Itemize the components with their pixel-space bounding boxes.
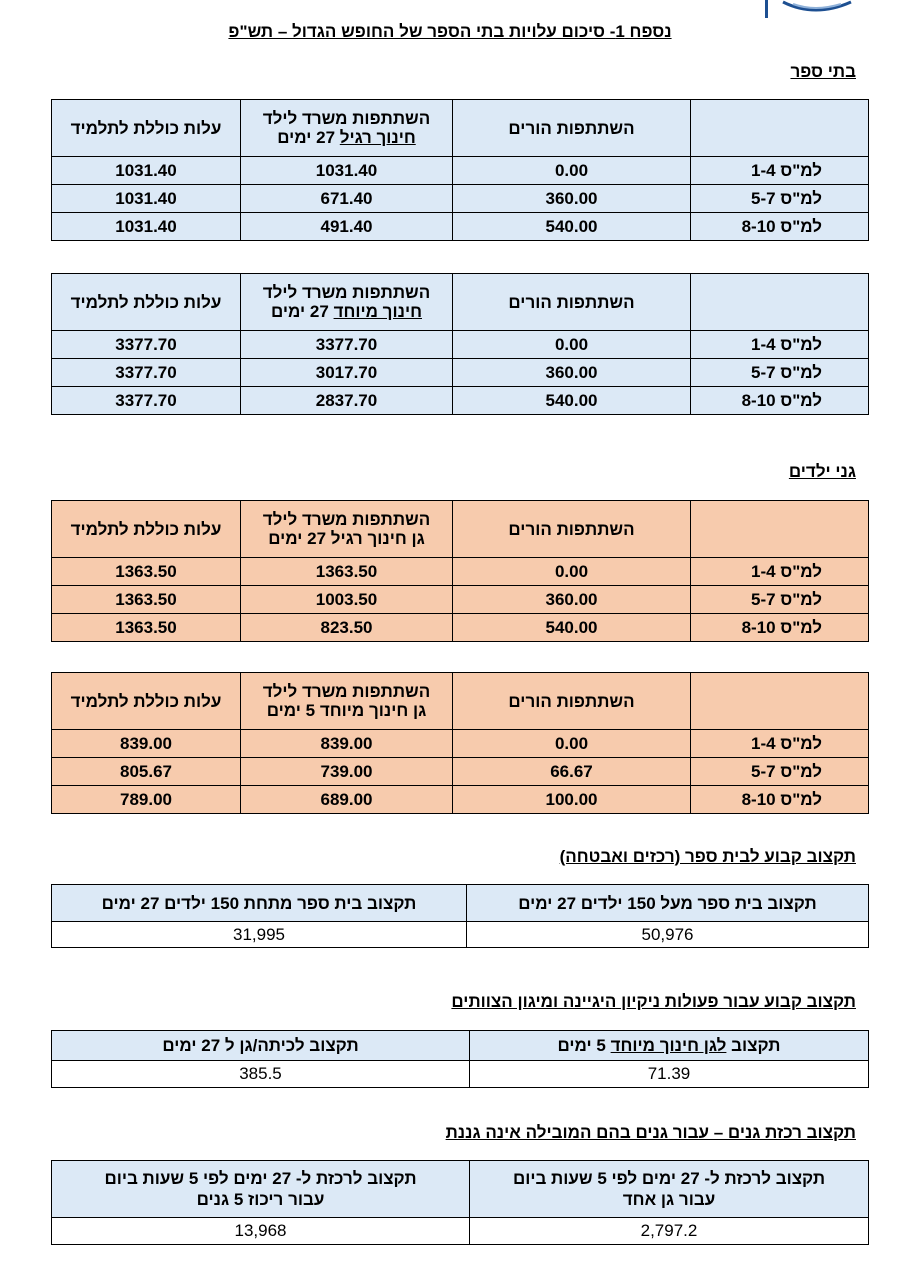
ministry-header [241, 673, 453, 730]
coordination-budget-heading: תקצוב רכזת גנים – עבור גנים בהם המובילה אינה גננת [445, 1123, 856, 1142]
total-header: עלות כוללת לתלמיד [52, 274, 241, 331]
table-row [52, 614, 869, 642]
fixed-budget-table [51, 884, 869, 948]
empty-header-cell [691, 274, 869, 331]
table-row [52, 331, 869, 359]
ministry-header-line2: גן חינוך מיוחד 5 ימים [266, 701, 427, 720]
ministry-cell: 3377.70 [241, 331, 453, 359]
parents-cell: 100.00 [453, 786, 691, 814]
special-kindergarten-budget-value: 71.39 [470, 1061, 869, 1088]
parents-cell: 0.00 [453, 730, 691, 758]
budget-under-150-value: 31,995 [52, 922, 467, 948]
table-row [52, 213, 869, 241]
kindergartens-special-table [51, 672, 869, 814]
five-header-line1: תקצוב לרכזת ל- 27 ימים לפי 5 שעות ביום [104, 1169, 417, 1188]
parents-header: השתתפות הורים [453, 673, 691, 730]
ministry-header-line2: גן חינוך רגיל 27 ימים [268, 529, 425, 548]
table-header-row [52, 885, 869, 922]
one-kindergarten-budget-header [470, 1161, 869, 1218]
fixed-budget-heading: תקצוב קבוע לבית ספר (רכזים ואבטחה) [559, 847, 856, 866]
ministry-cell: 823.50 [241, 614, 453, 642]
table-row [52, 558, 869, 586]
total-cell: 789.00 [52, 786, 241, 814]
empty-header-cell [691, 501, 869, 558]
table-header-row [52, 100, 869, 157]
five-kindergartens-budget-value: 13,968 [52, 1218, 470, 1245]
five-kindergartens-budget-header [52, 1161, 470, 1218]
budget-over-150-value: 50,976 [467, 922, 869, 948]
ministry-header-line1: השתתפות משרד לילד [262, 682, 431, 701]
parents-header: השתתפות הורים [453, 274, 691, 331]
parents-cell: 360.00 [453, 586, 691, 614]
total-header: עלות כוללת לתלמיד [52, 100, 241, 157]
parents-cell: 0.00 [453, 157, 691, 185]
total-cell: 1031.40 [52, 185, 241, 213]
table-row [52, 586, 869, 614]
empty-header-cell [691, 100, 869, 157]
total-cell: 1031.40 [52, 213, 241, 241]
table-header-row [52, 501, 869, 558]
ministry-header-track: חינוך רגיל [339, 128, 416, 147]
special-header-suffix: 5 ימים [557, 1036, 611, 1055]
ministry-cell: 689.00 [241, 786, 453, 814]
total-cell: 3377.70 [52, 359, 241, 387]
table-row [52, 730, 869, 758]
one-header-line1: תקצוב לרכזת ל- 27 ימים לפי 5 שעות ביום [512, 1169, 826, 1188]
coordination-budget-table [51, 1160, 869, 1245]
five-header-line2: עבור ריכוז 5 גנים [196, 1190, 325, 1209]
total-cell: 839.00 [52, 730, 241, 758]
table-row [52, 786, 869, 814]
row-label: למ"ס 8-10 [691, 614, 869, 642]
row-label: למ"ס 8-10 [691, 786, 869, 814]
ministry-cell: 1363.50 [241, 558, 453, 586]
budget-over-150-header: תקצוב בית ספר מעל 150 ילדים 27 ימים [467, 885, 869, 922]
ministry-header-line1: השתתפות משרד לילד [262, 283, 431, 302]
total-cell: 1031.40 [52, 157, 241, 185]
table-header-row [52, 274, 869, 331]
cleaning-budget-heading: תקצוב קבוע עבור פעולות ניקיון היגיינה ומיגון הצוותים [451, 992, 856, 1011]
empty-header-cell [691, 673, 869, 730]
table-row [52, 1218, 869, 1245]
row-label: למ"ס 1-4 [691, 331, 869, 359]
row-label: למ"ס 1-4 [691, 730, 869, 758]
total-cell: 1363.50 [52, 586, 241, 614]
table-row [52, 922, 869, 948]
ministry-cell: 739.00 [241, 758, 453, 786]
table-row [52, 157, 869, 185]
row-label: למ"ס 8-10 [691, 387, 869, 415]
schools-heading: בתי ספר [790, 62, 856, 81]
total-cell: 805.67 [52, 758, 241, 786]
ministry-header-track: חינוך מיוחד [333, 302, 422, 321]
special-kindergarten-budget-header [470, 1031, 869, 1061]
row-label: למ"ס 5-7 [691, 359, 869, 387]
ministry-logo-icon [765, 0, 855, 18]
table-row [52, 758, 869, 786]
ministry-header [241, 501, 453, 558]
parents-cell: 360.00 [453, 185, 691, 213]
total-header: עלות כוללת לתלמיד [52, 501, 241, 558]
special-header-track: לגן חינוך מיוחד [610, 1036, 727, 1055]
ministry-cell: 1031.40 [241, 157, 453, 185]
row-label: למ"ס 8-10 [691, 213, 869, 241]
row-label: למ"ס 5-7 [691, 758, 869, 786]
parents-cell: 0.00 [453, 558, 691, 586]
table-row [52, 1061, 869, 1088]
ministry-header-days: 27 ימים [277, 128, 340, 147]
special-header-prefix: תקצוב [726, 1036, 781, 1055]
ministry-cell: 1003.50 [241, 586, 453, 614]
total-header: עלות כוללת לתלמיד [52, 673, 241, 730]
parents-cell: 0.00 [453, 331, 691, 359]
budget-under-150-header: תקצוב בית ספר מתחת 150 ילדים 27 ימים [52, 885, 467, 922]
row-label: למ"ס 5-7 [691, 185, 869, 213]
parents-header: השתתפות הורים [453, 501, 691, 558]
ministry-header-line1: השתתפות משרד לילד [262, 510, 431, 529]
ministry-cell: 839.00 [241, 730, 453, 758]
kindergartens-heading: גני ילדים [788, 462, 856, 481]
total-cell: 1363.50 [52, 614, 241, 642]
schools-regular-table [51, 99, 869, 241]
ministry-header-days: 27 ימים [271, 302, 334, 321]
ministry-cell: 491.40 [241, 213, 453, 241]
parents-cell: 66.67 [453, 758, 691, 786]
total-cell: 3377.70 [52, 387, 241, 415]
document-title: נספח 1- סיכום עלויות בתי הספר של החופש הגדול – תש"פ [228, 22, 672, 41]
ministry-header-line1: השתתפות משרד לילד [262, 109, 431, 128]
total-cell: 3377.70 [52, 331, 241, 359]
kindergartens-regular-table [51, 500, 869, 642]
schools-special-table [51, 273, 869, 415]
parents-cell: 540.00 [453, 614, 691, 642]
row-label: למ"ס 5-7 [691, 586, 869, 614]
one-header-line2: עבור גן אחד [622, 1190, 716, 1209]
parents-cell: 360.00 [453, 359, 691, 387]
ministry-cell: 3017.70 [241, 359, 453, 387]
ministry-header [241, 100, 453, 157]
row-label: למ"ס 1-4 [691, 558, 869, 586]
one-kindergarten-budget-value: 2,797.2 [470, 1218, 869, 1245]
ministry-cell: 2837.70 [241, 387, 453, 415]
total-cell: 1363.50 [52, 558, 241, 586]
table-row [52, 387, 869, 415]
table-header-row [52, 673, 869, 730]
parents-cell: 540.00 [453, 387, 691, 415]
ministry-cell: 671.40 [241, 185, 453, 213]
parents-cell: 540.00 [453, 213, 691, 241]
row-label: למ"ס 1-4 [691, 157, 869, 185]
table-row [52, 185, 869, 213]
cleaning-budget-table [51, 1030, 869, 1088]
ministry-header [241, 274, 453, 331]
table-header-row [52, 1161, 869, 1218]
table-header-row [52, 1031, 869, 1061]
class-budget-value: 385.5 [52, 1061, 470, 1088]
parents-header: השתתפות הורים [453, 100, 691, 157]
class-budget-header: תקצוב לכיתה/גן ל 27 ימים [52, 1031, 470, 1061]
table-row [52, 359, 869, 387]
